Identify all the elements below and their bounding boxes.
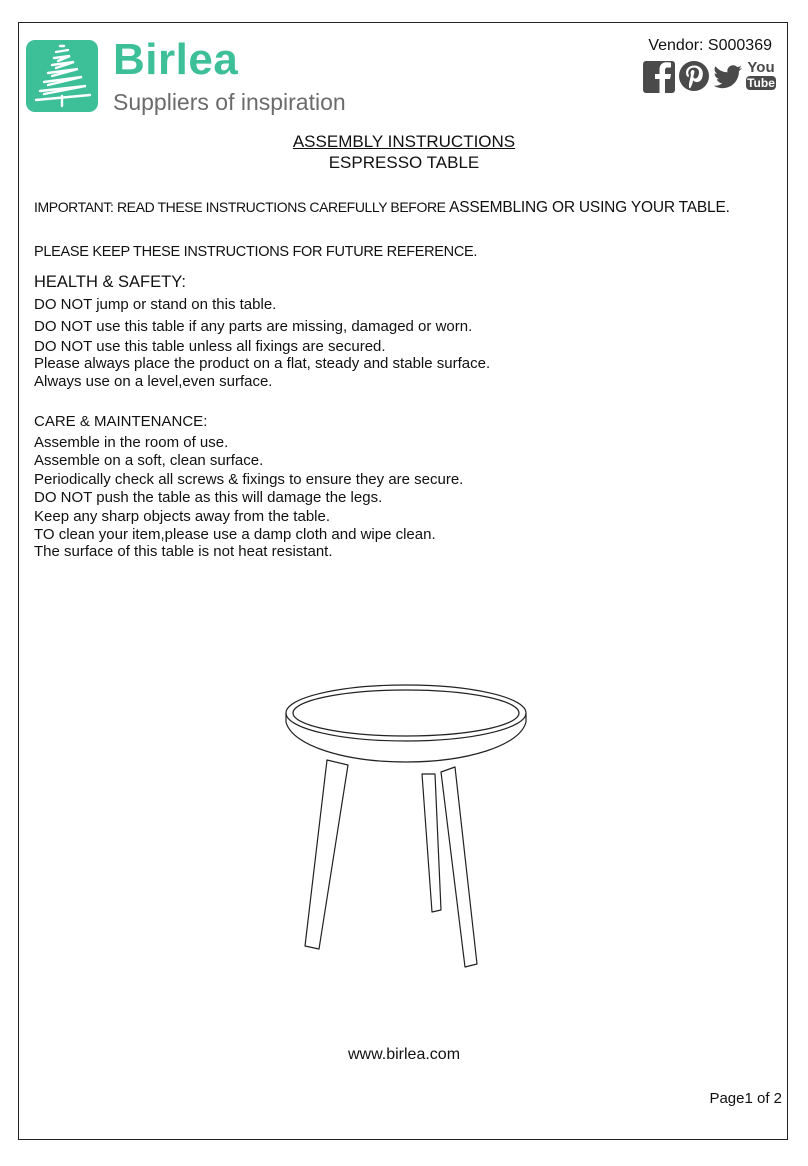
important-notice: IMPORTANT: READ THESE INSTRUCTIONS CAREFULLY BEFORE ASSEMBLING OR USING YOUR TABLE. (34, 199, 730, 216)
table-top-inner (293, 690, 519, 736)
care-heading: CARE & MAINTENANCE: (34, 413, 208, 430)
health-item: DO NOT use this table unless all fixings are secured. (34, 338, 386, 355)
health-item: DO NOT use this table if any parts are missing, damaged or worn. (34, 318, 473, 335)
pinterest-icon[interactable] (678, 58, 710, 94)
table-leg-right (441, 767, 477, 967)
page-number: Page1 of 2 (709, 1090, 782, 1107)
table-leg-back (422, 774, 441, 912)
youtube-icon[interactable]: You Tube (747, 59, 775, 90)
tree-logo-icon (26, 40, 98, 112)
care-item: Assemble on a soft, clean surface. (34, 452, 264, 469)
care-item: DO NOT push the table as this will damage the legs. (34, 489, 383, 506)
website-link[interactable]: www.birlea.com (347, 1046, 461, 1063)
document-title: ASSEMBLY INSTRUCTIONS (292, 132, 516, 151)
care-item: Periodically check all screws & fixings to ensure they are secure. (34, 471, 464, 488)
care-item: TO clean your item,please use a damp cloth and wipe clean. (34, 526, 436, 543)
facebook-icon[interactable] (643, 58, 675, 94)
care-item: Assemble in the room of use. (34, 434, 229, 451)
brand-tagline: Suppliers of inspiration (113, 89, 346, 115)
table-leg-left (305, 760, 348, 949)
health-item: DO NOT jump or stand on this table. (34, 296, 277, 313)
health-safety-heading: HEALTH & SAFETY: (34, 273, 186, 291)
care-item: Keep any sharp objects away from the table. (34, 508, 331, 525)
table-top-rim (286, 685, 526, 741)
product-name: ESPRESSO TABLE (328, 153, 480, 172)
health-item: Always use on a level,even surface. (34, 373, 273, 390)
social-icons (643, 58, 777, 96)
twitter-icon[interactable] (711, 58, 743, 94)
care-item: The surface of this table is not heat resistant. (34, 543, 333, 560)
vendor-code: Vendor: S000369 (648, 37, 772, 54)
keep-notice: PLEASE KEEP THESE INSTRUCTIONS FOR FUTURE REFERENCE. (34, 244, 478, 260)
brand-name: Birlea (113, 35, 239, 84)
table-top-edge (286, 713, 526, 762)
table-illustration (280, 680, 540, 980)
health-item: Please always place the product on a flat, steady and stable surface. (34, 355, 491, 372)
